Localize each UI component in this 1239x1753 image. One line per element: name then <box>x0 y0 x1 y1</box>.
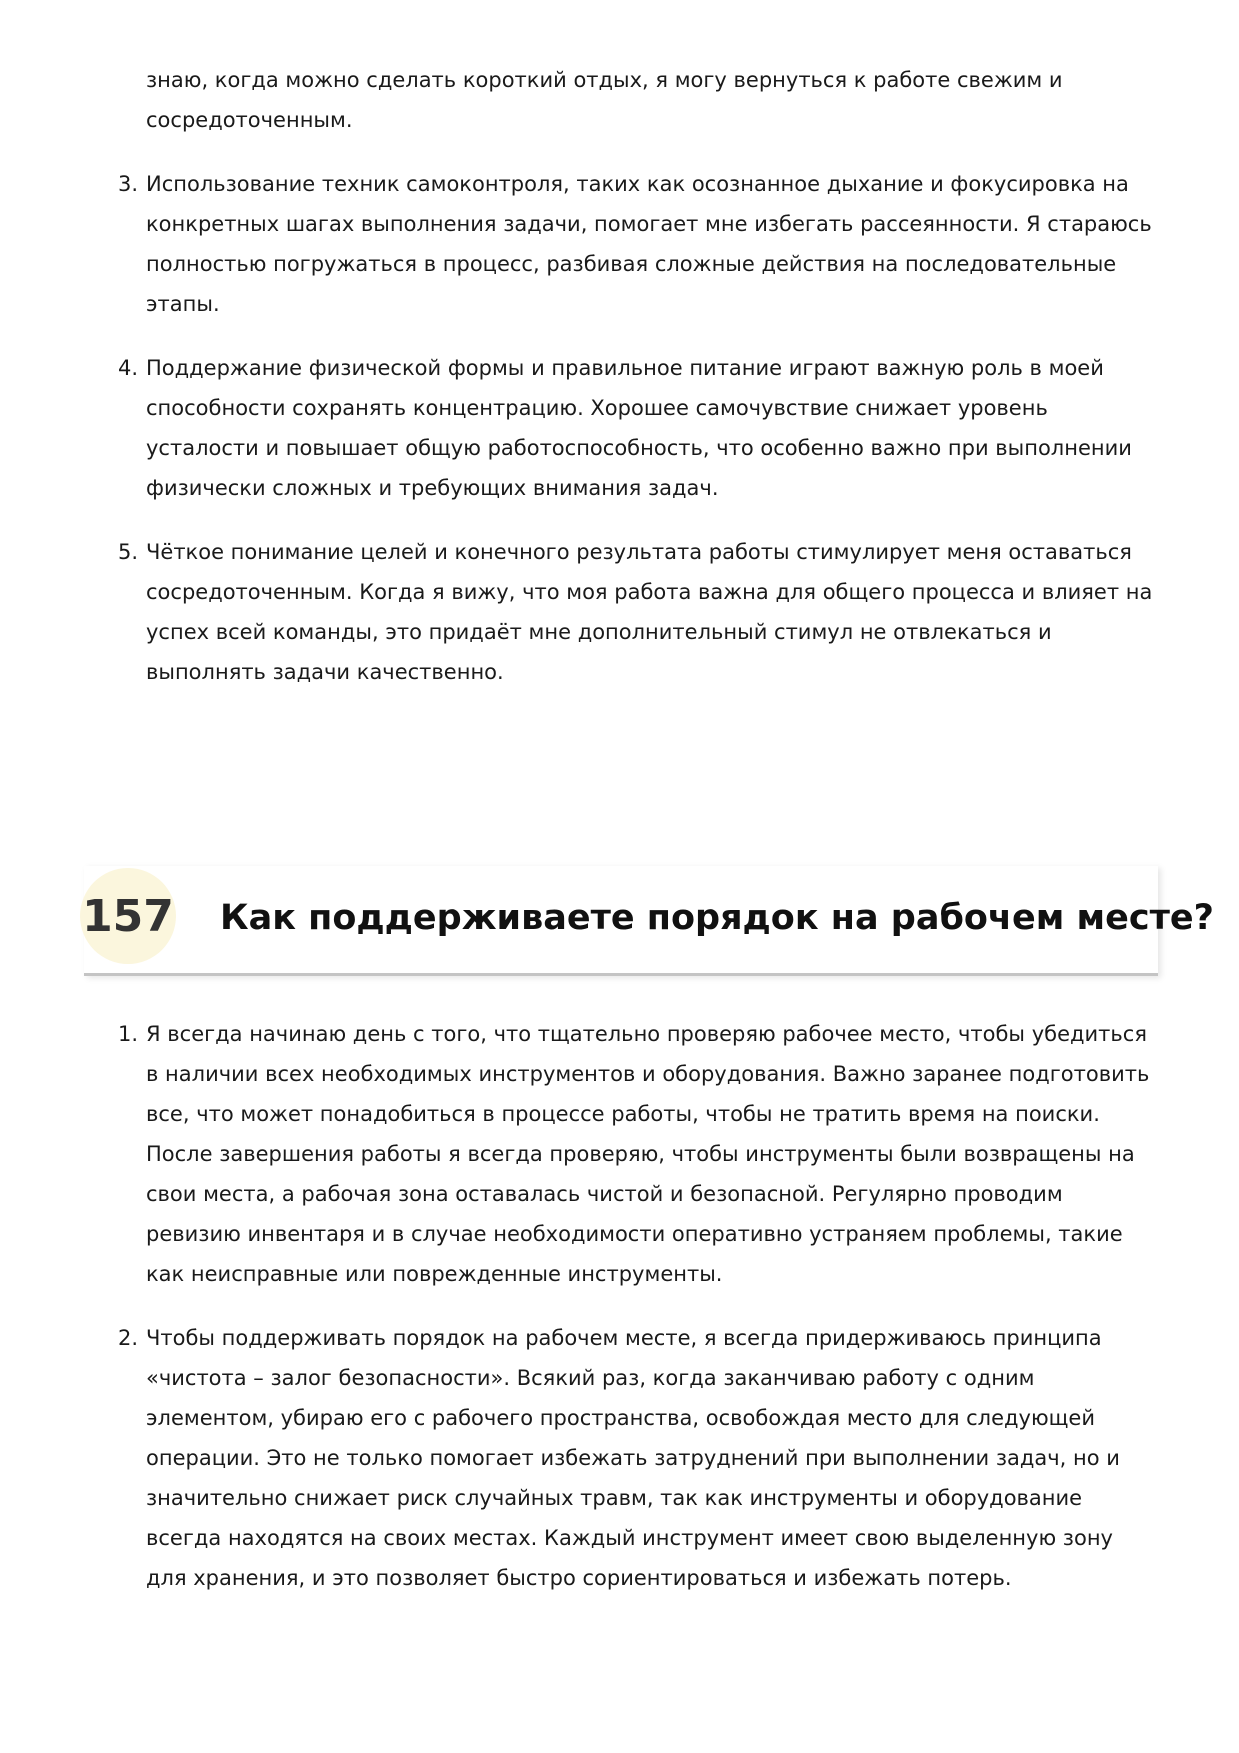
list-item-text: Чёткое понимание целей и конечного результата работы стимулирует меня оставаться сосредоточенным. Когда я вижу, что моя работа важна для общего процесса и влияет на успех всей команды, это придаёт мне дополнительный стимул не отвлекаться и выполнять задачи качественно. <box>146 540 1153 684</box>
answer-list <box>118 1014 1156 1622</box>
list-item <box>118 1318 1156 1598</box>
list-item <box>118 1014 1156 1294</box>
list-item-text: Я всегда начинаю день с того, что тщательно проверяю рабочее место, чтобы убедиться в наличии всех необходимых инструментов и оборудования. Важно заранее подготовить все, что может понадобиться в процессе работы, чтобы не тратить время на поиски. После завершения работы я всегда проверяю, чтобы инструменты были возвращены на свои места, а рабочая зона оставалась чистой и безопасной. Регулярно проводим ревизию инвентаря и в случае необходимости оперативно устраняем проблемы, такие как неисправные или поврежденные инструменты. <box>146 1022 1150 1286</box>
question-number-badge: 157 <box>80 868 176 964</box>
list-item-number: 3. <box>118 172 139 196</box>
list-item-text: знаю, когда можно сделать короткий отдых, я могу вернуться к работе свежим и сосредоточенным. <box>146 68 1063 132</box>
list-item-number: 2. <box>118 1326 139 1350</box>
list-item-text: Чтобы поддерживать порядок на рабочем месте, я всегда придерживаюсь принципа «чистота – залог безопасности». Всякий раз, когда заканчиваю работу с одним элементом, убираю его с рабочего пространства, освобождая место для следующей операции. Это не только помогает избежать затруднений при выполнении задач, но и значительно снижает риск случайных травм, так как инструменты и оборудование всегда находятся на своих местах. Каждый инструмент имеет свою выделенную зону для хранения, и это позволяет быстро сориентироваться и избежать потерь. <box>146 1326 1120 1590</box>
previous-answer-list <box>118 60 1156 716</box>
section-title: Как поддерживаете порядок на рабочем месте? <box>220 898 1214 938</box>
list-item-text: Поддержание физической формы и правильное питание играют важную роль в моей способности сохранять концентрацию. Хорошее самочувствие снижает уровень усталости и повышает общую работоспособность, что особенно важно при выполнении физически сложных и требующих внимания задач. <box>146 356 1132 500</box>
list-item <box>146 60 1156 140</box>
list-item <box>118 164 1156 324</box>
list-item-number: 1. <box>118 1022 139 1046</box>
list-item-number: 4. <box>118 356 139 380</box>
list-item-text: Использование техник самоконтроля, таких как осознанное дыхание и фокусировка на конкретных шагах выполнения задачи, помогает мне избегать рассеянности. Я стараюсь полностью погружаться в процесс, разбивая сложные действия на последовательные этапы. <box>146 172 1152 316</box>
list-item <box>118 532 1156 692</box>
list-item <box>118 348 1156 508</box>
section-header <box>82 866 1214 976</box>
list-item-number: 5. <box>118 540 139 564</box>
